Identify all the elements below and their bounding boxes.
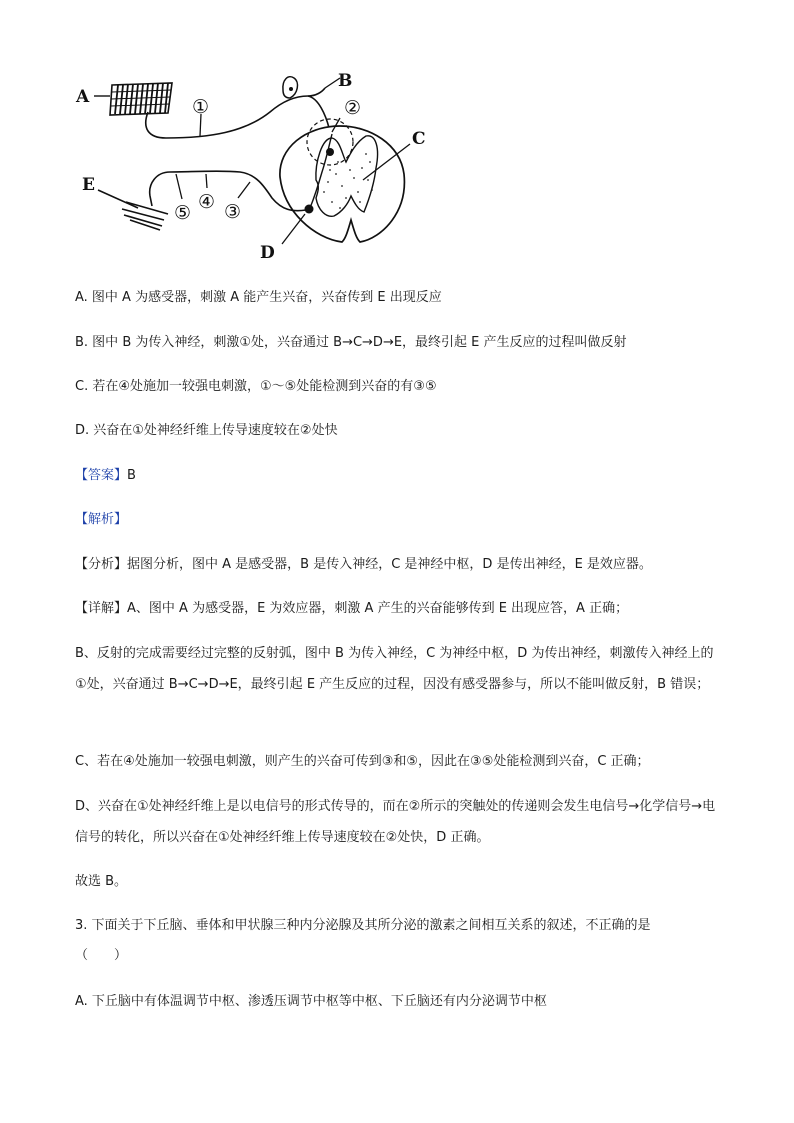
label-d: D bbox=[260, 243, 275, 263]
answer-value: B bbox=[127, 468, 136, 483]
label-b: B bbox=[338, 71, 353, 91]
receptor-block bbox=[110, 83, 172, 115]
xiangjie-tag: 【详解】 bbox=[75, 601, 128, 616]
analysis-tag: 【解析】 bbox=[75, 512, 128, 527]
afferent-fiber bbox=[146, 88, 325, 138]
label-d-leader bbox=[282, 214, 305, 244]
analysis-summary bbox=[75, 555, 735, 575]
label-4: ④ bbox=[198, 191, 216, 213]
q3-stem: 3. 下面关于下丘脑、垂体和甲状腺三种内分泌腺及其所分泌的激素之间相互关系的叙述，不正确的是 bbox=[75, 918, 651, 933]
label-4-leader bbox=[206, 174, 207, 188]
detail-b: B、反射的完成需要经过完整的反射弧，图中 B 为传入神经，C 为神经中枢，D 为传出神经，刺激传入神经上的①处，兴奋通过 B→C→D→E，最终引起 E 产生反应的过程，因没有感受器参与，所以不能叫做反射，B 错误； bbox=[75, 646, 714, 692]
analysis-heading bbox=[75, 510, 735, 530]
q3-option-a: A. 下丘脑中有体温调节中枢、渗透压调节中枢等中枢、下丘脑还有内分泌调节中枢 bbox=[75, 994, 547, 1009]
label-1: ① bbox=[192, 96, 210, 118]
q3-paren: （ ） bbox=[75, 948, 128, 963]
synapse-dot bbox=[326, 148, 334, 156]
detail-a bbox=[75, 599, 735, 619]
label-5-leader bbox=[176, 174, 182, 199]
label-a: A bbox=[76, 87, 90, 107]
answer-line bbox=[75, 466, 735, 486]
detail-c: C、若在④处施加一较强电刺激，则产生的兴奋可传到③和⑤，因此在③⑤处能检测到兴奋，C 正确； bbox=[75, 754, 650, 769]
option-c: C. 若在④处施加一较强电刺激，①～⑤处能检测到兴奋的有③⑤ bbox=[75, 379, 437, 394]
label-e: E bbox=[82, 175, 95, 195]
option-a: A. 图中 A 为感受器，刺激 A 能产生兴奋，兴奋传到 E 出现反应 bbox=[75, 290, 442, 305]
fenxi-tag: 【分析】 bbox=[75, 557, 128, 572]
fenxi-text: 据图分析，图中 A 是感受器，B 是传入神经，C 是神经中枢，D 是传出神经，E 是效应器。 bbox=[127, 557, 652, 572]
label-3-leader bbox=[238, 182, 250, 198]
option-d: D. 兴奋在①处神经纤维上传导速度较在②处快 bbox=[75, 423, 338, 438]
xiangjie-text: A、图中 A 为感受器，E 为效应器，刺激 A 产生的兴奋能够传到 E 出现应答，A 正确； bbox=[127, 601, 629, 616]
label-2: ② bbox=[344, 97, 362, 119]
label-5: ⑤ bbox=[174, 202, 192, 224]
conclusion: 故选 B。 bbox=[75, 874, 128, 889]
label-3: ③ bbox=[224, 201, 242, 223]
motor-neuron-dot bbox=[305, 205, 314, 214]
effector-lines bbox=[98, 190, 168, 230]
answer-tag: 【答案】 bbox=[75, 468, 128, 483]
option-b: B. 图中 B 为传入神经，刺激①处，兴奋通过 B→C→D→E，最终引起 E 产生反应的过程叫做反射 bbox=[75, 335, 627, 350]
label-c: C bbox=[412, 129, 426, 149]
reflex-arc-figure bbox=[70, 62, 450, 267]
detail-d: D、兴奋在①处神经纤维上是以电信号的形式传导的，而在②所示的突触处的传递则会发生电信号→化学信号→电信号的转化，所以兴奋在①处神经纤维上传导速度较在②处快，D 正确。 bbox=[75, 799, 716, 845]
